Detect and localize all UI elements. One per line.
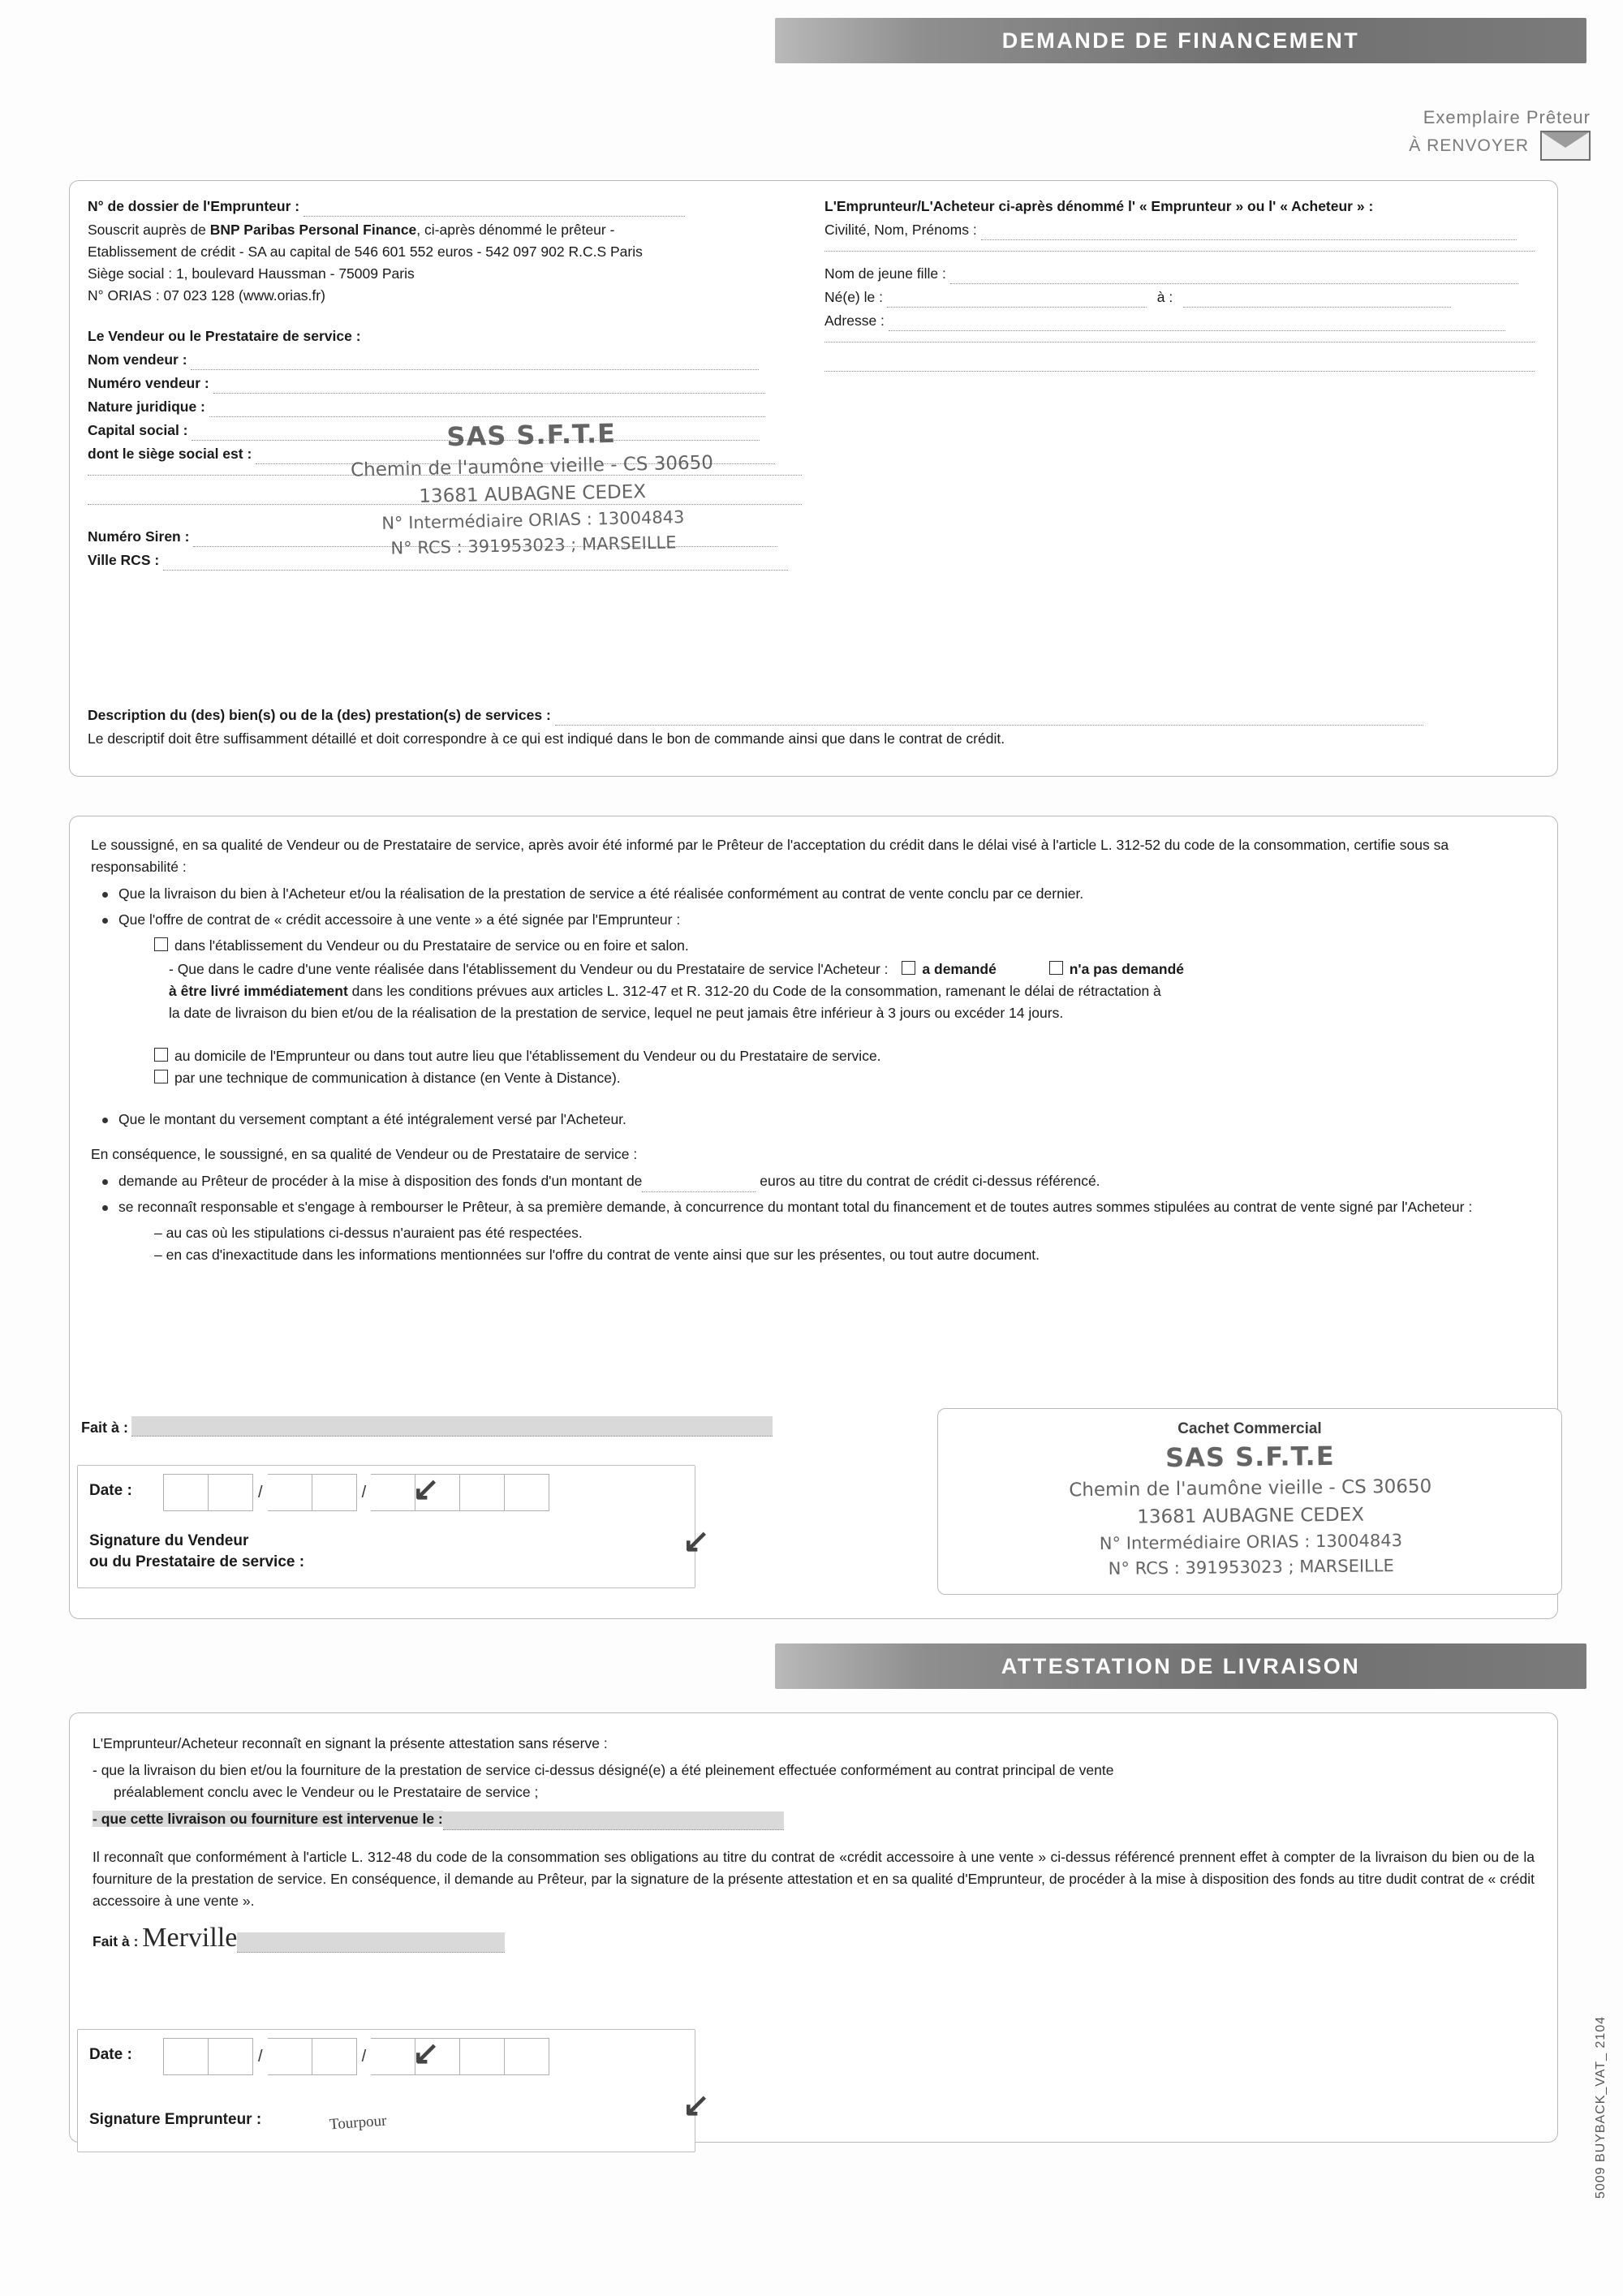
attestation-line-3-row <box>93 1808 1535 1830</box>
vendor-signature-label-l2: ou du Prestataire de service : <box>89 1553 305 1570</box>
consequence-sub-b: – en cas d'inexactitude dans les informations mentionnées sur l'offre du contrat de vente ainsi que sur les présentes, ou tout autre document. <box>154 1247 1040 1263</box>
checkbox-a-demande-label: a demandé <box>922 961 997 977</box>
attestation-line-2: préalablement conclu avec le Vendeur ou le Prestataire de service ; <box>114 1784 539 1800</box>
sub-clause-rest: dans les conditions prévues aux articles L. 312-47 et R. 312-20 du Code de la consommation, ramenant le délai de rétractation à <box>347 983 1161 999</box>
checkbox-distance-label: par une technique de communication à distance (en Vente à Distance). <box>174 1070 621 1086</box>
borrower-field-nomjeunefille: Nom de jeune fille : <box>824 263 1539 284</box>
checkbox-a-demande[interactable] <box>902 961 915 975</box>
declaration-bullets-2 <box>91 1109 1536 1131</box>
consequence-montant-post: euros au titre du contrat de crédit ci-dessus référencé. <box>760 1173 1100 1189</box>
vendor-field-siege: dont le siège social est : <box>88 443 802 464</box>
vendor-date-label: Date : <box>89 1482 132 1499</box>
dossier-label <box>88 196 802 217</box>
checkbox-distance[interactable] <box>154 1070 168 1083</box>
sub-clause-demande <box>169 958 1536 980</box>
checkbox-na-pas-demande[interactable] <box>1049 961 1063 975</box>
vendor-date-slash-2: / <box>361 1483 367 1501</box>
attestation-date-livraison-input[interactable] <box>443 1811 784 1830</box>
vendor-field-nature: Nature juridique : <box>88 396 802 417</box>
cachet-company-name: SAS S.F.T.E <box>1165 1440 1335 1474</box>
attestation-fait-a-value: Merville <box>142 1923 238 1953</box>
attestation-content <box>70 1713 1557 1977</box>
vendor-date-cell-d2[interactable] <box>209 1474 253 1511</box>
stamp-company-name: SAS S.F.T.E <box>446 417 617 453</box>
consequence-bullet-1 <box>91 1170 1536 1192</box>
consequence-intro: En conséquence, le soussigné, en sa qualité de Vendeur ou de Prestataire de service : <box>91 1146 638 1162</box>
checkbox-etablissement[interactable] <box>154 937 168 951</box>
banner-attestation-livraison <box>775 1643 1586 1689</box>
borrower-civilite-line2[interactable] <box>824 250 1535 252</box>
cachet-commercial-box <box>937 1408 1562 1595</box>
checkbox-row-distance <box>154 1067 1536 1089</box>
banner-demande-financement <box>775 18 1586 63</box>
vendor-fait-a-row <box>81 1416 828 1437</box>
sub-clause-bold: à être livré immédiatement <box>169 983 348 999</box>
vendor-title: Le Vendeur ou le Prestataire de service : <box>88 327 361 344</box>
checkbox-na-pas-demande-label: n'a pas demandé <box>1069 961 1185 977</box>
attestation-fait-a-input[interactable] <box>237 1932 505 1953</box>
borrower-adresse-line3[interactable] <box>824 370 1535 372</box>
declaration-bullet-3: Que le montant du versement comptant a été intégralement versé par l'Acheteur. <box>91 1109 1536 1131</box>
exemplaire-preteur-block <box>1409 104 1591 161</box>
lender-line-2: Etablissement de crédit - SA au capital de 546 601 552 euros - 542 097 902 R.C.S Paris <box>88 243 643 261</box>
vendor-date-cell-y3[interactable] <box>460 1474 505 1511</box>
consequence-bullet-2: se reconnaît responsable et s'engage à rembourser le Prêteur, à sa première demande, à concurrence du montant total du financement et de toutes autres sommes stipulées au contrat de vente signé par l'Acheteur : <box>91 1196 1536 1218</box>
borrower-date-cell-y1[interactable] <box>371 2038 415 2075</box>
declaration-bullets <box>91 883 1536 931</box>
declaration-bullet-1: Que la livraison du bien à l'Acheteur et/ou la réalisation de la prestation de service a été réalisée conformément au contrat de vente conclu par ce dernier. <box>91 883 1536 905</box>
attestation-fait-a-row <box>93 1923 1535 1953</box>
description-title-row <box>88 704 1540 726</box>
attestation-fait-a-label: Fait à : <box>93 1933 139 1949</box>
vendor-date-cell-d1[interactable] <box>163 1474 209 1511</box>
checkbox-domicile-label: au domicile de l'Emprunteur ou dans tout autre lieu que l'établissement du Vendeur ou du Prestataire de service. <box>174 1048 881 1064</box>
borrower-title: L'Emprunteur/L'Acheteur ci-après dénommé l' « Emprunteur » ou l' « Acheteur » : <box>824 198 1374 214</box>
vendor-date-cell-y4[interactable] <box>505 1474 549 1511</box>
borrower-date-cell-y4[interactable] <box>505 2038 549 2075</box>
cachet-rubber-stamp <box>937 1435 1564 1583</box>
vendor-date-cell-m2[interactable] <box>312 1474 357 1511</box>
checkbox-domicile[interactable] <box>154 1048 168 1062</box>
footer-side-code: 5009 BUYBACK_VAT_ 2104 <box>1594 2015 1608 2199</box>
vendor-field-villercs: Ville RCS : <box>88 549 802 571</box>
checkbox-etablissement-label: dans l'établissement du Vendeur ou du Prestataire de service ou en foire et salon. <box>174 937 689 954</box>
vendor-rubber-stamp <box>304 411 761 562</box>
identification-box <box>69 180 1558 777</box>
banner-livraison-title-text: ATTESTATION DE LIVRAISON <box>1001 1653 1361 1678</box>
vendor-field-numero: Numéro vendeur : <box>88 373 802 394</box>
borrower-date-cells[interactable] <box>163 2038 549 2075</box>
borrower-signature-scribble: Tourpour <box>329 2112 388 2134</box>
vendor-nom-input[interactable] <box>191 369 759 370</box>
declaration-content <box>70 816 1557 1284</box>
borrower-date-label: Date : <box>89 2046 132 2063</box>
stamp-rcs: N° RCS : 391953023 ; MARSEILLE <box>390 532 677 558</box>
vendor-signature-label <box>89 1531 304 1572</box>
borrower-nele-input[interactable] <box>887 307 1147 308</box>
lender-line-3: Siège social : 1, boulevard Haussman - 75009 Paris <box>88 265 415 282</box>
dossier-label-text: N° de dossier de l'Emprunteur : <box>88 198 300 214</box>
vendor-signature-panel <box>77 1465 710 1588</box>
checkbox-row-etablissement <box>154 935 1536 957</box>
borrower-field-civilite: Civilité, Nom, Prénoms : <box>824 219 1539 240</box>
borrower-adresse-line2[interactable] <box>824 341 1535 342</box>
borrower-date-slash-1: / <box>258 2047 263 2066</box>
cachet-orias: N° Intermédiaire ORIAS : 13004843 <box>1099 1531 1403 1554</box>
attestation-intro: L'Emprunteur/Acheteur reconnaît en signant la présente attestation sans réserve : <box>93 1735 608 1751</box>
borrower-date-cell-m2[interactable] <box>312 2038 357 2075</box>
borrower-signature-label: Signature Emprunteur : <box>89 2111 262 2128</box>
borrower-date-cell-d2[interactable] <box>209 2038 253 2075</box>
vendor-date-arrow-icon: ↙ <box>412 1471 440 1507</box>
vendor-signature-arrow-icon: ↙ <box>682 1523 710 1559</box>
envelope-icon <box>1540 131 1591 161</box>
description-block <box>88 704 1540 750</box>
exemplaire-line1: Exemplaire Prêteur <box>1423 107 1591 127</box>
stamp-orias: N° Intermédiaire ORIAS : 13004843 <box>381 507 685 533</box>
lender-line-1: Souscrit auprès de BNP Paribas Personal Finance, ci-après dénommé le prêteur - <box>88 222 615 238</box>
vendor-date-slash-1: / <box>258 1483 263 1501</box>
description-input[interactable] <box>555 725 1423 726</box>
borrower-adresse-input[interactable] <box>889 330 1505 331</box>
vendor-signature-label-l1: Signature du Vendeur <box>89 1532 249 1549</box>
exemplaire-line2: À RENVOYER <box>1409 136 1529 155</box>
consequence-bullets <box>91 1170 1536 1218</box>
borrower-nele-a-label: à : <box>1156 289 1173 305</box>
description-title: Description du (des) bien(s) ou de la (des) prestation(s) de services : <box>88 707 551 723</box>
vendor-field-nom: Nom vendeur : <box>88 349 802 370</box>
vendor-date-cell-m1[interactable] <box>268 1474 312 1511</box>
attestation-line-1: - que la livraison du bien et/ou la fourniture de la prestation de service ci-dessus désigné(e) a été pleinement effectuée conformément au contrat principal de vente <box>93 1762 1114 1778</box>
sub-clause-demande-text: - Que dans le cadre d'une vente réalisée dans l'établissement du Vendeur ou du Prestataire de service l'Acheteur : <box>169 961 889 977</box>
declaration-bullet-2: Que l'offre de contrat de « crédit accessoire à une vente » a été signée par l'Emprunteur : <box>91 909 1536 931</box>
cachet-address: Chemin de l'aumône vieille - CS 30650 <box>1069 1476 1432 1501</box>
montant-input[interactable] <box>642 1191 756 1192</box>
consequence-montant-pre: demande au Prêteur de procéder à la mise à disposition des fonds d'un montant de <box>118 1173 643 1189</box>
borrower-field-adresse: Adresse : <box>824 310 1539 331</box>
vendor-field-siren: Numéro Siren : <box>88 526 802 547</box>
borrower-naissance-lieu-input[interactable] <box>1183 307 1451 308</box>
description-help-text: Le descriptif doit être suffisamment détaillé et doit correspondre à ce qui est indiqué dans le bon de commande ainsi que dans le contrat de crédit. <box>88 730 1005 747</box>
banner-title-text: DEMANDE DE FINANCEMENT <box>1001 28 1360 53</box>
checkbox-row-domicile <box>154 1045 1536 1067</box>
borrower-signature-arrow-icon: ↙ <box>682 2087 710 2123</box>
vendor-numero-input[interactable] <box>213 393 765 394</box>
lender-line-4: N° ORIAS : 07 023 128 (www.orias.fr) <box>88 287 325 304</box>
vendor-fait-a-label: Fait à : <box>81 1419 129 1436</box>
cachet-rcs: N° RCS : 391953023 ; MARSEILLE <box>1108 1555 1394 1579</box>
borrower-field-nele: Né(e) le : à : <box>824 286 1539 308</box>
borrower-date-slash-2: / <box>361 2047 367 2066</box>
vendor-fait-a-input[interactable] <box>131 1416 773 1437</box>
consequence-sub-a: – au cas où les stipulations ci-dessus n'auraient pas été respectées. <box>154 1225 583 1241</box>
cachet-commercial-label: Cachet Commercial <box>1177 1420 1322 1437</box>
cachet-city: 13681 AUBAGNE CEDEX <box>1137 1504 1365 1528</box>
attestation-paragraph-2: Il reconnaît que conformément à l'article L. 312-48 du code de la consommation ses obligations au titre du contrat de «crédit accessoire à une vente » ci-dessus référencé prennent effet à compter de la livraison du bien ou de la fourniture de la prestation de service. En conséquence, il demande au Prêteur, par la signature de la présente attestation et en sa qualité d'Emprunteur, de procéder à la mise à disposition des fonds au titre dudit contrat de « crédit accessoire à une vente ». <box>93 1849 1535 1909</box>
vendor-date-cells[interactable] <box>163 1474 549 1511</box>
borrower-civilite-input[interactable] <box>981 239 1517 240</box>
sub-clause-line2 <box>169 980 1536 1002</box>
stamp-address: Chemin de l'aumône vieille - CS 30650 <box>350 452 714 482</box>
borrower-signature-panel <box>77 2029 710 2152</box>
vendor-date-cell-y1[interactable] <box>371 1474 415 1511</box>
borrower-date-arrow-icon: ↙ <box>412 2035 440 2071</box>
borrower-date-cell-m1[interactable] <box>268 2038 312 2075</box>
stamp-city: 13681 AUBAGNE CEDEX <box>419 480 647 507</box>
declaration-intro: Le soussigné, en sa qualité de Vendeur ou de Prestataire de service, après avoir été informé par le Prêteur de l'acceptation du crédit dans le délai visé à l'article L. 312-52 du code de la consommation, certifie sous sa responsabilité : <box>91 837 1449 875</box>
borrower-signature-area[interactable] <box>265 2078 508 2143</box>
sub-clause-line3: la date de livraison du bien et/ou de la réalisation de la prestation de service, lequel ne peut jamais être inférieur à 3 jours ou excéder 14 jours. <box>169 1005 1064 1021</box>
attestation-date-livraison-label: - que cette livraison ou fourniture est intervenue le : <box>93 1811 443 1827</box>
borrower-column <box>824 196 1539 380</box>
dossier-input-line[interactable] <box>304 216 685 217</box>
borrower-date-cell-d1[interactable] <box>163 2038 209 2075</box>
borrower-nomjeunefille-input[interactable] <box>950 283 1518 284</box>
vendor-field-capital: Capital social : <box>88 420 802 441</box>
borrower-date-cell-y3[interactable] <box>460 2038 505 2075</box>
vendor-villercs-input[interactable] <box>163 570 788 571</box>
